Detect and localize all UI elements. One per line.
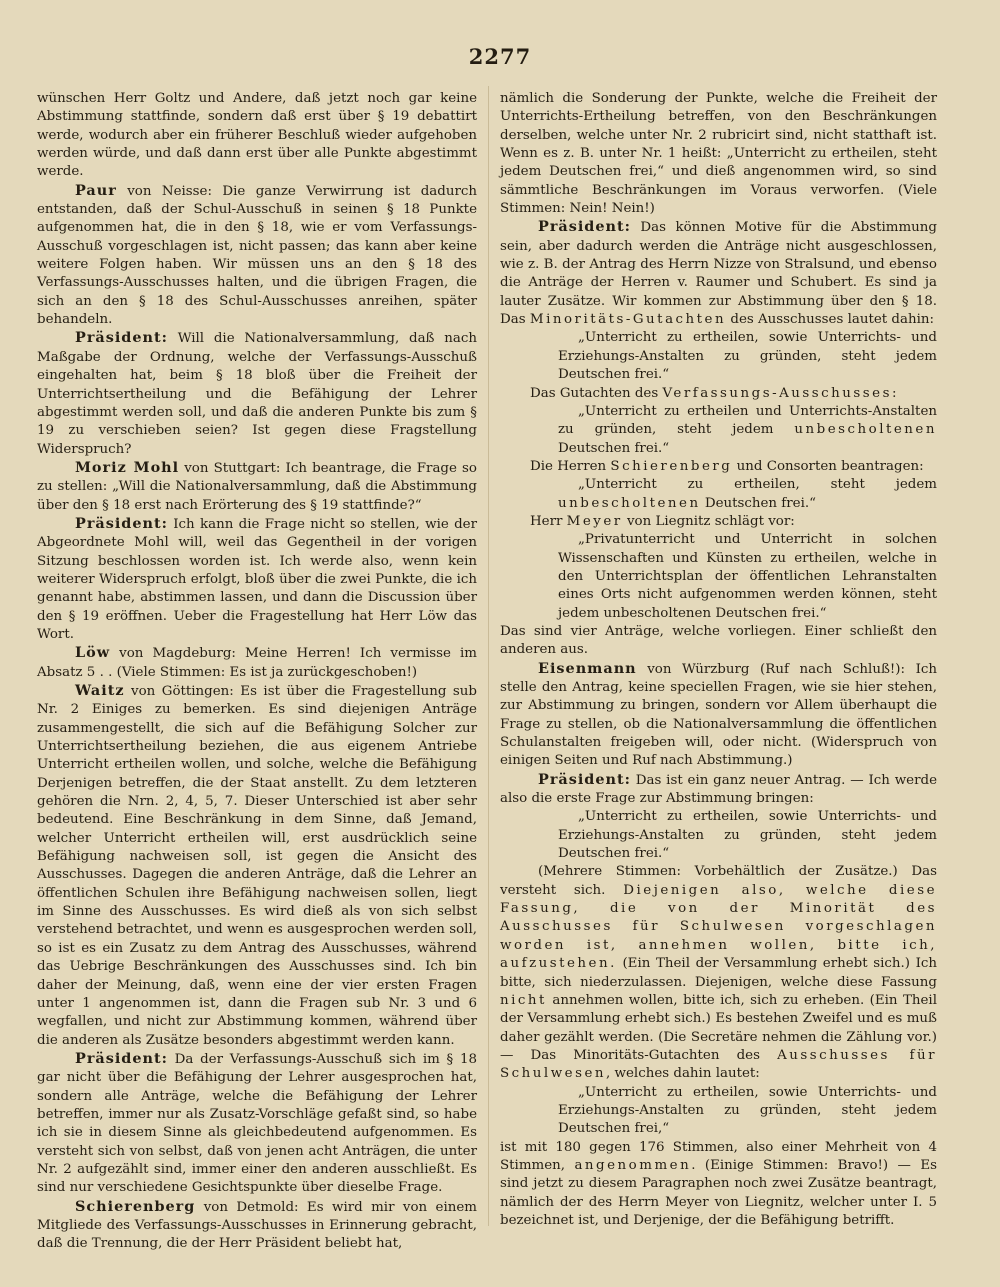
motion-intro bbox=[500, 513, 937, 531]
speaker-name: Präsident: bbox=[538, 770, 631, 788]
speaker-name: Moriz Mohl bbox=[75, 458, 180, 476]
spaced-emphasis: nicht bbox=[500, 992, 547, 1008]
quote-text: „Unterricht zu ertheilen, steht jedem bbox=[578, 477, 937, 493]
speaker-name: Präsident: bbox=[75, 1049, 168, 1067]
quote-text: „Unterricht zu ertheilen und Unterrichts-Anstalten zu gründen, steht jedem bbox=[558, 403, 937, 438]
speech-text: von Detmold: Es wird mir von einem Mitgliede des Verfassungs-Ausschusses in Erinnerung gebracht, daß die Trennung, die der Herr Präsident beliebt hat, bbox=[37, 1199, 477, 1252]
paragraph bbox=[500, 660, 937, 771]
paragraph bbox=[37, 182, 477, 330]
right-column bbox=[500, 90, 937, 1230]
paragraph bbox=[37, 644, 477, 682]
spaced-emphasis: Diejenigen also, welche diese Fassung, die von der Minorität des Ausschusses für Schulwesen vorgeschlagen worden ist, annehmen wollen, bitte ich, aufzustehen. bbox=[500, 882, 937, 972]
intro-text: und Consorten beantragen: bbox=[732, 458, 924, 474]
speech-text: von Magdeburg: Meine Herren! Ich vermisse im Absatz 5 . . (Viele Stimmen: Es ist ja zurückgeschoben!) bbox=[37, 646, 477, 680]
speaker-name: Löw bbox=[75, 644, 111, 662]
paragraph bbox=[37, 682, 477, 1050]
intro-text: Die Herren bbox=[530, 458, 611, 474]
speaker-name: Waitz bbox=[75, 682, 125, 699]
speech-text: Will die Nationalversammlung, daß nach Maßgabe der Ordnung, welche der Verfassungs-Ausschuß eingehalten hat, beim § 18 bloß über die Freiheit der Unterrichtsertheilung und die Befähigung der Lehrer abgestimmt werden soll, und daß die anderen Punkte bis zum § 19 zu verschieben seien? Ist gegen diese Fragstellung Widerspruch? bbox=[37, 331, 477, 457]
speech-text: (Mehrere Stimmen: Vorbehältlich der Zusätze.) Das versteht sich. bbox=[500, 864, 937, 898]
speaker-name: Schierenberg bbox=[75, 1197, 196, 1215]
speech-text: (Ein Theil der Versammlung erhebt sich.) Ich bitte, sich niederzulassen. Diejenigen, welche diese Fassung bbox=[500, 956, 937, 990]
page-number: 2277 bbox=[468, 44, 532, 69]
column-divider bbox=[488, 86, 489, 1226]
quoted-motion: „Privatunterricht und Unterricht in solchen Wissenschaften und Künsten zu ertheilen, welche in den Unterrichtsplan der öffentlichen Lehranstalten eines Orts nicht aufgenommen werden können, steht jedem unbescholtenen Deutschen frei.“ bbox=[558, 532, 937, 621]
speech-text: von Göttingen: Es ist über die Fragestellung sub Nr. 2 Einiges zu bemerken. Es sind diejenigen Anträge zusammengestellt, die sich auf die Befähigung Solcher zur Unterrichtsertheilung beziehen, die aus eigenem Antriebe Unterricht ertheilen wollen, und solche, welche die Befähigung Derjenigen betreffen, die der Staat anstellt. Zu dem letzteren gehören die Nrn. 2, 4, 5, 7. Dieser Unterschied ist aber sehr bedeutend. Eine Beschränkung in dem Sinne, daß Jemand, welcher Unterricht ertheilen will, erst ausdrücklich seine Befähigung nachweisen soll, ist gegen die Ansicht des Ausschusses. Dagegen die anderen Anträge, daß die Lehrer an öffentlichen Schulen ihre Befähigung nachweisen sollen, liegt im Sinne des Ausschusses. Es wird dieß als von sich selbst verstehend betrachtet, und wenn es ausgesprochen werden soll, so ist es ein Zusatz zu dem Antrag des Ausschusses, während das Uebrige Beschränkungen des Ausschusses sind. Ich bin daher der Meinung, daß, wenn eine der vier ersten Fragen unter 1 angenommen ist, dann die Fragen sub Nr. 3 und 6 wegfallen, und nicht zur Abstimmung kommen, während über die anderen als Zusätze besonders abgestimmt werden kann. bbox=[37, 684, 477, 1048]
speech-text: annehmen wollen, bitte ich, sich zu erheben. (Ein Theil der Versammlung erhebt sich.) Es bestehen Zweifel und es muß daher gezählt werden. (Die Secretäre nehmen die Zählung vor.) — Das Minoritäts-Gutachten des bbox=[500, 992, 937, 1063]
speech-text: von Neisse: Die ganze Verwirrung ist dadurch entstanden, daß der Schul-Ausschuß in seinen § 18 Punkte aufgenommen hat, die in den § 18, wie er vom Verfassungs-Ausschuß vorgeschlagen ist, nicht passen; das kann aber keine weitere Folgen haben. Wir müssen uns an den § 18 des Verfassungs-Ausschusses halten, und die übrigen Fragen, die sich an den § 18 des Schul-Ausschusses anreihen, später behandeln. bbox=[37, 183, 477, 328]
quoted-motion: „Unterricht zu ertheilen, sowie Unterrichts- und Erziehungs-Anstalten zu gründen, steht jedem Deutschen frei,“ bbox=[558, 1084, 937, 1137]
paragraph bbox=[37, 515, 477, 644]
quote-text: Deutschen frei.“ bbox=[700, 495, 816, 511]
speech-text: Ich kann die Frage nicht so stellen, wie der Abgeordnete Mohl will, weil das Gegentheil in der vorigen Sitzung beschlossen worden ist. Ich werde also, wenn kein weiterer Widerspruch erfolgt, bloß über die zwei Punkte, die ich genannt habe, abstimmen lassen, und dann die Discussion über den § 19 eröffnen. Ueber die Fragestellung hat Herr Löw das Wort. bbox=[37, 516, 477, 642]
paragraph bbox=[37, 1050, 477, 1198]
quoted-motion bbox=[500, 476, 937, 513]
speech-text: von Würzburg (Ruf nach Schluß!): Ich stelle den Antrag, keine speciellen Fragen, wie sie hier stehen, zur Abstimmung zu bringen, sondern vor Allem überhaupt die Frage zu stellen, ob die Nationalversammlung die öffentlichen Schulanstalten freigeben will, oder nicht. (Widerspruch von einigen Seiten und Ruf nach Abstimmung.) bbox=[500, 661, 937, 769]
motion-intro bbox=[500, 385, 937, 403]
spaced-emphasis: Ausschusses für Schulwesen bbox=[500, 1047, 937, 1082]
intro-text: : bbox=[891, 385, 897, 401]
paragraph bbox=[500, 771, 937, 809]
speaker-name: Paur bbox=[75, 181, 117, 199]
spaced-emphasis: Meyer bbox=[566, 513, 623, 529]
paragraph bbox=[37, 329, 477, 458]
paragraph bbox=[500, 863, 937, 1083]
spaced-emphasis: unbescholtenen bbox=[794, 422, 937, 438]
spaced-emphasis: angenommen bbox=[574, 1157, 692, 1173]
speaker-name: Eisenmann bbox=[538, 659, 637, 677]
speech-text: ist mit 180 gegen 176 Stimmen, also einer Mehrheit von 4 Stimmen, bbox=[500, 1139, 937, 1173]
speaker-name: Präsident: bbox=[538, 218, 631, 236]
quote-text: Deutschen frei.“ bbox=[558, 440, 670, 456]
paragraph bbox=[37, 1198, 477, 1254]
speaker-name: Präsident: bbox=[75, 329, 168, 347]
spaced-emphasis: Minoritäts-Gutachten bbox=[529, 312, 727, 328]
speech-text: Das können Motive für die Abstimmung sein, aber dadurch werden die Anträge nicht ausgeschlossen, wie z. B. der Antrag des Herrn Nizze von Stralsund, und ebenso die Anträge der Herren v. Raumer und Schubert. Es sind ja lauter Zusätze. Wir kommen zur Abstimmung über den § 18. Das bbox=[500, 220, 937, 328]
spaced-emphasis: Schierenberg bbox=[610, 458, 733, 474]
motion-intro bbox=[500, 458, 937, 476]
speech-text: des Ausschusses lautet dahin: bbox=[726, 312, 935, 328]
speech-text: von Stuttgart: Ich beantrage, die Frage so zu stellen: „Will die Nationalversammlung, daß die Abstimmung über den § 18 erst nach Erörterung des § 19 stattfinde?“ bbox=[37, 460, 477, 513]
intro-text: von Liegnitz schlägt vor: bbox=[622, 513, 795, 529]
intro-text: Herr bbox=[530, 513, 567, 529]
quoted-motion: „Unterricht zu ertheilen, sowie Unterrichts- und Erziehungs-Anstalten zu gründen, steht jedem Deutschen frei.“ bbox=[558, 330, 937, 383]
left-column bbox=[37, 90, 477, 1254]
paragraph bbox=[500, 1139, 937, 1231]
quoted-motion bbox=[500, 403, 937, 458]
paragraph: Das sind vier Anträge, welche vorliegen. Einer schließt den anderen aus. bbox=[500, 623, 937, 658]
speech-text: Da der Verfassungs-Ausschuß sich im § 18 gar nicht über die Befähigung der Lehrer ausgesprochen hat, sondern alle Anträge, welche die Befähigung der Lehrer betreffen, immer nur als Zusatz-Vorschläge gefaßt sind, so habe ich sie in diesem Sinne als gleichbedeutend aufgenommen. Es versteht sich von selbst, daß von jenen acht Anträgen, die unter Nr. 2 aufgezählt sind, immer einer den anderen ausschließt. Es sind nur verschiedene Gesichtspunkte über dieselbe Frage. bbox=[37, 1051, 477, 1196]
paragraph bbox=[37, 459, 477, 515]
spaced-emphasis: Verfassungs-Ausschusses bbox=[662, 385, 892, 401]
quoted-motion: „Unterricht zu ertheilen, sowie Unterrichts- und Erziehungs-Anstalten zu gründen, steht jedem Deutschen frei.“ bbox=[558, 809, 937, 862]
speech-text: Das ist ein ganz neuer Antrag. — Ich werde also die erste Frage zur Abstimmung bringen: bbox=[500, 772, 937, 807]
spaced-emphasis: unbescholtenen bbox=[558, 495, 701, 511]
paragraph: wünschen Herr Goltz und Andere, daß jetzt noch gar keine Abstimmung stattfinde, sondern daß erst über § 19 debattirt werde, wodurch aber ein früherer Beschluß wieder aufgehoben werden würde, und daß dann erst über alle Punkte abgestimmt werde. bbox=[37, 91, 477, 180]
speech-text: , welches dahin lautet: bbox=[606, 1066, 760, 1082]
paragraph: nämlich die Sonderung der Punkte, welche die Freiheit der Unterrichts-Ertheilung betreffen, von den Beschränkungen derselben, welche unter Nr. 2 rubricirt sind, nicht statthaft ist. Wenn es z. B. unter Nr. 1 heißt: „Unterricht zu ertheilen, steht jedem Deutschen frei,“ und dieß angenommen wird, so sind sämmtliche Beschränkungen im Voraus verworfen. (Viele Stimmen: Nein! Nein!) bbox=[500, 91, 937, 217]
intro-text: Das Gutachten des bbox=[530, 385, 663, 401]
speech-text: . (Einige Stimmen: Bravo!) — Es sind jetzt zu diesem Paragraphen noch zwei Zusätze beantragt, nämlich der des Herrn Meyer von Liegnitz, welcher unter I. 5 bezeichnet ist, und Derjenige, der die Befähigung betrifft. bbox=[500, 1157, 937, 1228]
paragraph bbox=[500, 218, 937, 329]
speaker-name: Präsident: bbox=[75, 514, 168, 532]
